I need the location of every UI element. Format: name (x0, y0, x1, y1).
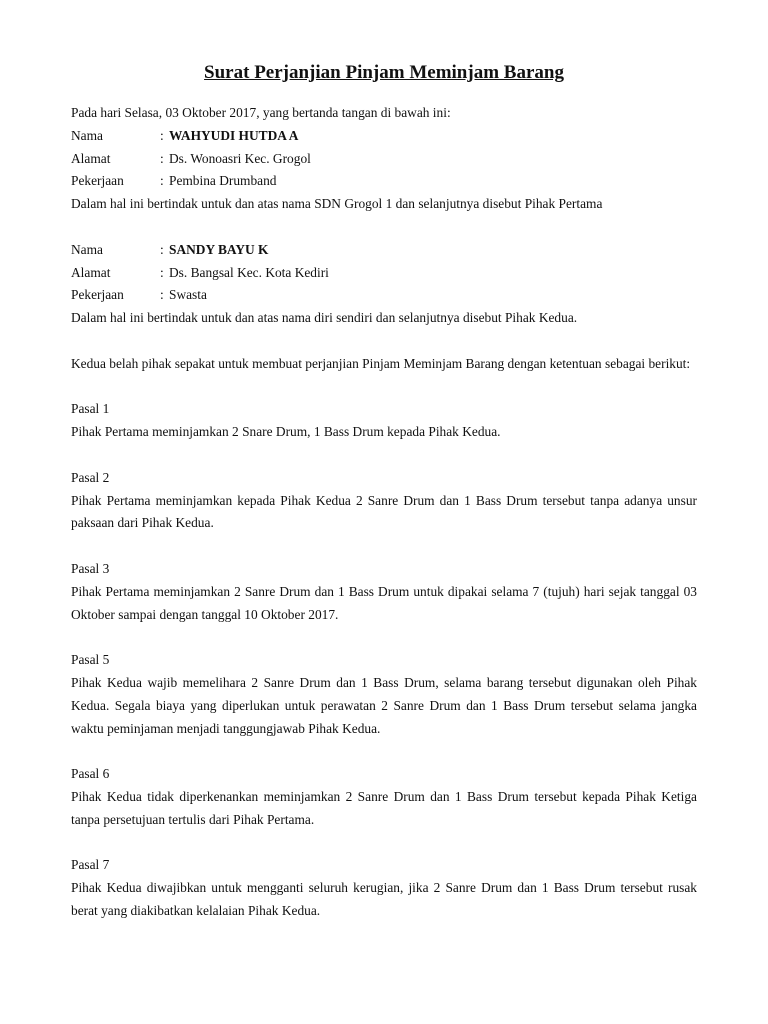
spacer (71, 626, 697, 649)
party2-address-label: Alamat (71, 264, 111, 280)
party2-statement: Dalam hal ini bertindak untuk dan atas nama diri sendiri dan selanjutnya disebut Pihak Kedua. (71, 310, 578, 326)
party2-address-colon: : (160, 264, 164, 280)
article-title: Pasal 6 (71, 766, 110, 782)
party1-name-row (71, 125, 697, 148)
party2-job-row (71, 284, 697, 307)
party1-address-value: Ds. Wonoasri Kec. Grogol (169, 150, 311, 166)
party1-job-label: Pekerjaan (71, 173, 124, 189)
spacer (71, 740, 697, 763)
article-title: Pasal 5 (71, 652, 110, 668)
article-title: Pasal 7 (71, 857, 110, 873)
article-text: Pihak Kedua wajib memelihara 2 Sanre Drum dan 1 Bass Drum, selama barang tersebut digunakan oleh Pihak Kedua. Segala biaya yang diperlukan untuk perawatan 2 Sanre Drum dan 1 Bass Drum tersebut selama jangka waktu peminjaman menjadi tanggungjawab Pihak Kedua. (71, 674, 697, 736)
article-text: Pihak Pertama meminjamkan 2 Sanre Drum dan 1 Bass Drum untuk dipakai selama 7 (tujuh) hari sejak tanggal 03 Oktober sampai dengan tanggal 10 Oktober 2017. (71, 583, 697, 622)
party1-address-colon: : (160, 150, 164, 166)
party2-name-label: Nama (71, 241, 103, 257)
party2-job-label: Pekerjaan (71, 287, 124, 303)
spacer (71, 330, 697, 353)
spacer (71, 832, 697, 855)
party2-job-value: Swasta (169, 287, 207, 303)
party1-job-row (71, 170, 697, 193)
party2-job-colon: : (160, 287, 164, 303)
article-title: Pasal 3 (71, 560, 110, 576)
party2-address-value: Ds. Bangsal Kec. Kota Kediri (169, 264, 329, 280)
party1-name-value: WAHYUDI HUTDA A (169, 127, 299, 143)
party1-address-row (71, 148, 697, 171)
article-text: Pihak Kedua tidak diperkenankan meminjamkan 2 Sanre Drum dan 1 Bass Drum tersebut kepada Pihak Ketiga tanpa persetujuan tertulis dari Pihak Pertama. (71, 788, 697, 827)
spacer (71, 376, 697, 399)
party2-address-row (71, 262, 697, 285)
party2-name-row (71, 239, 697, 262)
party1-address-label: Alamat (71, 150, 111, 166)
party1-job-value: Pembina Drumband (169, 173, 277, 189)
party1-name-colon: : (160, 127, 164, 143)
article-text: Pihak Pertama meminjamkan kepada Pihak Kedua 2 Sanre Drum dan 1 Bass Drum tersebut tanpa adanya unsur paksaan dari Pihak Kedua. (71, 492, 697, 531)
spacer (71, 444, 697, 467)
intro-text: Pada hari Selasa, 03 Oktober 2017, yang bertanda tangan di bawah ini: (71, 105, 451, 120)
article-text: Pihak Kedua diwajibkan untuk mengganti seluruh kerugian, jika 2 Sanre Drum dan 1 Bass Drum tersebut rusak berat yang diakibatkan kelalaian Pihak Kedua. (71, 880, 697, 918)
party2-name-value: SANDY BAYU K (169, 241, 269, 257)
article-text: Pihak Pertama meminjamkan 2 Snare Drum, 1 Bass Drum kepada Pihak Kedua. (71, 424, 501, 440)
article-title: Pasal 1 (71, 401, 110, 417)
spacer (71, 535, 697, 558)
party1-statement: Dalam hal ini bertindak untuk dan atas nama SDN Grogol 1 dan selanjutnya disebut Pihak Pertama (71, 196, 603, 212)
article-title: Pasal 2 (71, 469, 110, 485)
document-title: Surat Perjanjian Pinjam Meminjam Barang (204, 62, 564, 83)
party1-name-label: Nama (71, 127, 103, 143)
party2-name-colon: : (160, 241, 164, 257)
spacer (71, 216, 697, 239)
agreement-paragraph: Kedua belah pihak sepakat untuk membuat perjanjian Pinjam Meminjam Barang dengan ketentuan sebagai berikut: (71, 355, 691, 371)
party1-job-colon: : (160, 173, 164, 189)
